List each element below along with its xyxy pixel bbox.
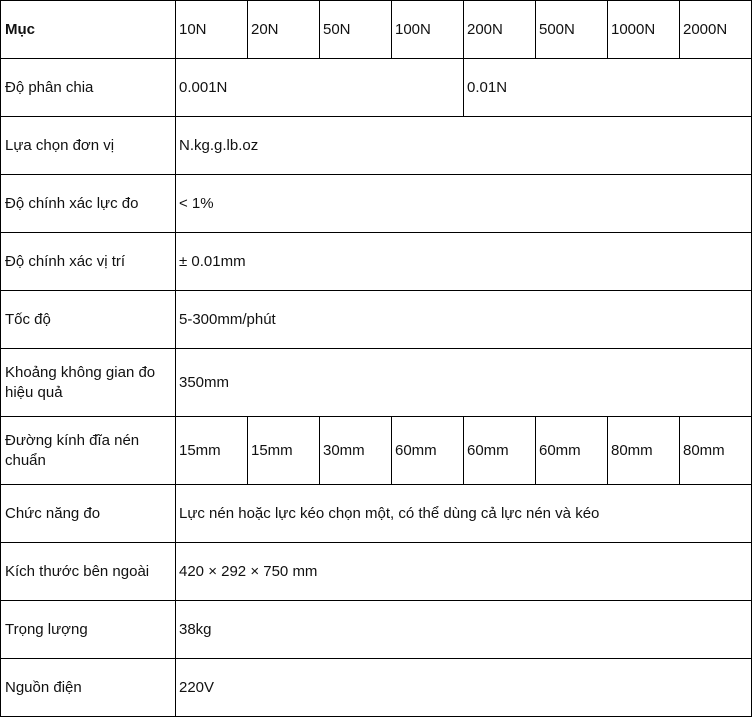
row-value: 5-300mm/phút bbox=[176, 291, 752, 349]
table-row bbox=[1, 601, 752, 659]
platen-cell: 60mm bbox=[464, 417, 536, 485]
row-value: 220V bbox=[176, 659, 752, 717]
header-row bbox=[1, 1, 752, 59]
table-row bbox=[1, 543, 752, 601]
row-label: Độ chính xác lực đo bbox=[1, 175, 176, 233]
row-label: Nguồn điện bbox=[1, 659, 176, 717]
table-row bbox=[1, 59, 752, 117]
table-row bbox=[1, 233, 752, 291]
row-value: Lực nén hoặc lực kéo chọn một, có thể dùng cả lực nén và kéo bbox=[176, 485, 752, 543]
platen-cell: 30mm bbox=[320, 417, 392, 485]
platen-cell: 80mm bbox=[680, 417, 752, 485]
row-value: < 1% bbox=[176, 175, 752, 233]
platen-cell: 15mm bbox=[176, 417, 248, 485]
table-row bbox=[1, 349, 752, 417]
row-value: 350mm bbox=[176, 349, 752, 417]
row-value: ± 0.01mm bbox=[176, 233, 752, 291]
platen-cell: 15mm bbox=[248, 417, 320, 485]
row-label: Trọng lượng bbox=[1, 601, 176, 659]
row-label: Đường kính đĩa nén chuẩn bbox=[1, 417, 176, 485]
table-row bbox=[1, 417, 752, 485]
row-value: 0.01N bbox=[464, 59, 752, 117]
row-label: Tốc độ bbox=[1, 291, 176, 349]
capacity-cell: 1000N bbox=[608, 1, 680, 59]
row-label: Khoảng không gian đo hiệu quả bbox=[1, 349, 176, 417]
capacity-cell: 2000N bbox=[680, 1, 752, 59]
table-row bbox=[1, 117, 752, 175]
platen-cell: 80mm bbox=[608, 417, 680, 485]
table-row bbox=[1, 175, 752, 233]
capacity-cell: 50N bbox=[320, 1, 392, 59]
platen-cell: 60mm bbox=[536, 417, 608, 485]
row-label: Lựa chọn đơn vị bbox=[1, 117, 176, 175]
row-value: 38kg bbox=[176, 601, 752, 659]
header-label: Mục bbox=[1, 1, 176, 59]
row-label: Kích thước bên ngoài bbox=[1, 543, 176, 601]
capacity-cell: 100N bbox=[392, 1, 464, 59]
platen-cell: 60mm bbox=[392, 417, 464, 485]
row-value: N.kg.g.lb.oz bbox=[176, 117, 752, 175]
capacity-cell: 10N bbox=[176, 1, 248, 59]
capacity-cell: 500N bbox=[536, 1, 608, 59]
row-value: 420 × 292 × 750 mm bbox=[176, 543, 752, 601]
row-value: 0.001N bbox=[176, 59, 464, 117]
table-row bbox=[1, 485, 752, 543]
row-label: Độ chính xác vị trí bbox=[1, 233, 176, 291]
row-label: Độ phân chia bbox=[1, 59, 176, 117]
row-label: Chức năng đo bbox=[1, 485, 176, 543]
capacity-cell: 20N bbox=[248, 1, 320, 59]
table-row bbox=[1, 291, 752, 349]
capacity-cell: 200N bbox=[464, 1, 536, 59]
table-row bbox=[1, 659, 752, 717]
